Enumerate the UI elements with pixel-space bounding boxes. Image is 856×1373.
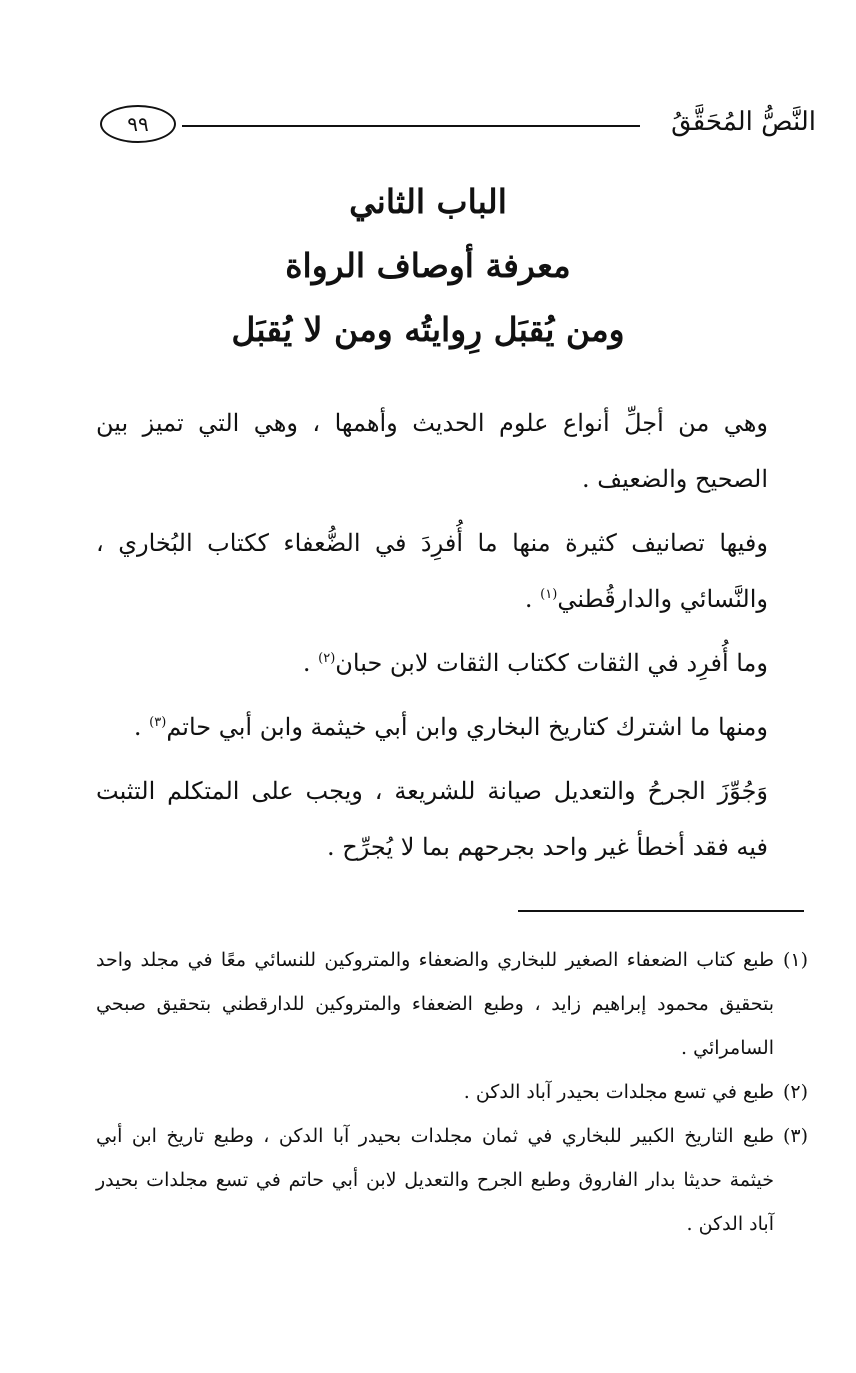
paragraph-text: وما أُفرِد في الثقات ككتاب الثقات لابن حبان	[335, 649, 768, 677]
chapter-subtitle-line-2: ومن يُقبَل رِوايتُه ومن لا يُقبَل	[231, 310, 625, 349]
paragraph	[96, 635, 808, 691]
footnote-ref[interactable]: (٣)	[149, 715, 167, 730]
footnote-text: طبع في تسع مجلدات بحيدر آباد الدكن .	[463, 1081, 774, 1103]
footnote-number: (١)	[782, 949, 808, 971]
footnote-ref[interactable]: (١)	[540, 587, 558, 602]
footnote-number: (٣)	[782, 1125, 808, 1147]
running-title: النَّصُّ المُحَقَّقُ	[671, 107, 816, 137]
footnotes	[96, 938, 808, 1246]
body-text	[96, 395, 808, 875]
footnote-text: طبع كتاب الضعفاء الصغير للبخاري والضعفاء والمتروكين للنسائي معًا في مجلد واحد بتحقيق محمود إبراهيم زايد ، وطبع الضعفاء والمتروكين للدارقطني بتحقيق صبحي السامرائي .	[96, 949, 774, 1059]
paragraph-text: ومنها ما اشترك كتاريخ البخاري وابن أبي خيثمة وابن أبي حاتم	[166, 713, 768, 741]
chapter-subtitle: معرفة أوصاف الرواة	[285, 246, 571, 285]
footnote	[96, 1114, 808, 1246]
paragraph-text: وهي من أجلِّ أنواع علوم الحديث وأهمها ، وهي التي تميز بين الصحيح والضعيف .	[96, 409, 768, 493]
footnote-separator	[518, 910, 804, 912]
paragraph-tail: .	[302, 649, 319, 677]
paragraph-tail: .	[524, 585, 541, 613]
page-number: ٩٩	[100, 105, 176, 143]
footnote-ref[interactable]: (٢)	[318, 651, 336, 666]
paragraph-text: وفيها تصانيف كثيرة منها ما أُفرِدَ في الضُّعفاء ككتاب البُخاري ، والنَّسائي والدارقُطني	[96, 529, 768, 613]
paragraph-tail: .	[133, 713, 150, 741]
paragraph-text: وَجُوِّزَ الجرحُ والتعديل صيانة للشريعة ، ويجب على المتكلم التثبت فيه فقد أخطأ غير واحد بجرحهم بما لا يُجرِّح .	[96, 777, 768, 861]
chapter-headings	[60, 170, 796, 362]
footnote	[96, 938, 808, 1070]
paragraph	[96, 515, 808, 627]
footnote	[96, 1070, 808, 1114]
chapter-title: الباب الثاني	[349, 182, 507, 221]
paragraph	[96, 763, 808, 875]
paragraph	[96, 699, 808, 755]
header-rule	[182, 125, 640, 127]
running-header	[100, 98, 816, 148]
footnote-number: (٢)	[782, 1081, 808, 1103]
footnote-text: طبع التاريخ الكبير للبخاري في ثمان مجلدات بحيدر آبا الدكن ، وطبع تاريخ ابن أبي خيثمة حديثا بدار الفاروق وطبع الجرح والتعديل لابن أبي حاتم في تسع مجلدات بحيدر آباد الدكن .	[96, 1125, 774, 1235]
paragraph	[96, 395, 808, 507]
